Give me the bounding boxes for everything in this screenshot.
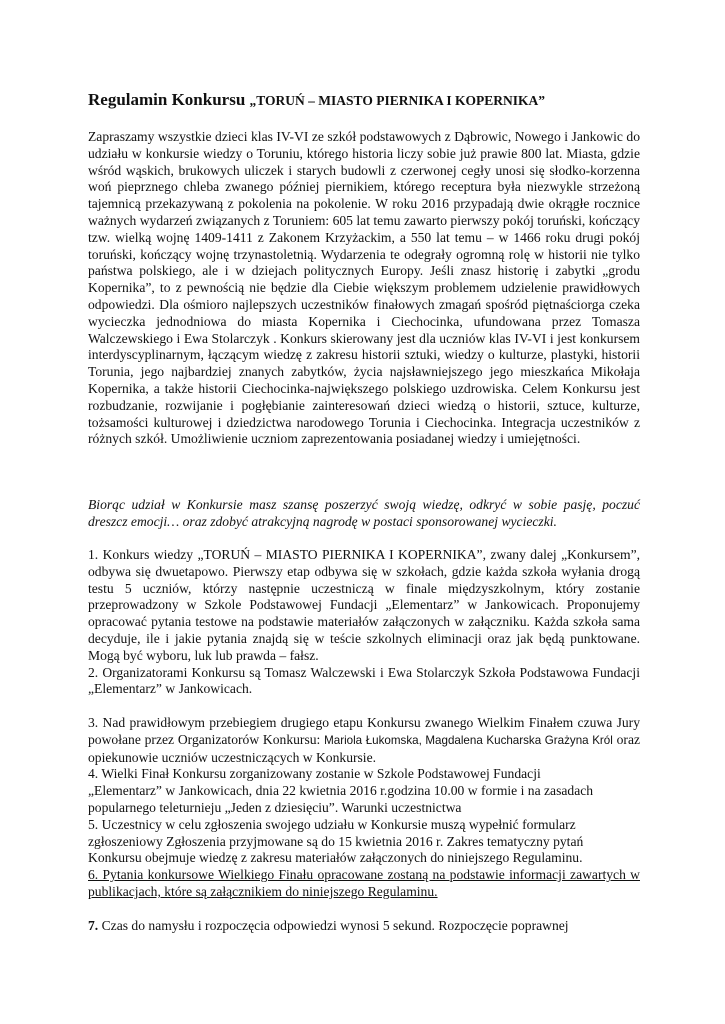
rule-6: 6. Pytania konkursowe Wielkiego Finału opracowane zostaną na podstawie informacji zawartych w publikacjach, które są załącznikiem do niniejszego Regulaminu. — [88, 867, 640, 899]
title-main: Regulamin Konkursu — [88, 90, 250, 109]
rules-list — [88, 547, 640, 934]
italic-invitation: Biorąc udział w Konkursie masz szansę poszerzyć swoją wiedzę, odkryć w sobie pasję, poczuć dreszcz emocji… oraz zdobyć atrakcyjną nagrodę w postaci sponsorowanej wycieczki. — [88, 497, 640, 529]
title-contest-name: „TORUŃ – MIASTO PIERNIKA I KOPERNIKA” — [249, 93, 545, 108]
rule-3-jury: Mariola Łukomska, Magdalena Kucharska Grażyna Król — [324, 733, 613, 747]
rule-3-text: 3. Nad prawidłowym przebiegiem drugiego etapu Konkursu zwanego Wielkim Finałem czuwa Jury powołane przez Organizatorów Konkursu: — [88, 714, 640, 747]
rule-5 — [88, 817, 640, 867]
rule-5-line-1: 5. Uczestnicy w celu zgłoszenia swojego udziału w Konkursie muszą wypełnić formularz — [88, 816, 576, 832]
rule-4-line-3: popularnego teleturnieju „Jeden z dziesięciu”. Warunki uczestnictwa — [88, 799, 462, 815]
rule-7-number: 7. — [88, 917, 99, 933]
rule-3-text-end: oraz opiekunowie uczniów uczestniczących w Konkursie. — [88, 731, 641, 765]
rule-1: 1. Konkurs wiedzy „TORUŃ – MIASTO PIERNIKA I KOPERNIKA”, zwany dalej „Konkursem”, odbywa się dwuetapowo. Pierwszy etap odbywa się w szkołach, gdzie każda szkoła wyłania drogą testu 5 uczniów, którzy następnie uczestniczą w finale międzyszkolnym, który zostanie przeprowadzony w Szkole Podstawowej Fundacji „Elementarz” w Jankowicach. Proponujemy opracować pytania testowe na podstawie materiałów załączonych w załączniku. Każda szkoła sama decyduje, ile i jakie pytania znajdą się w teście szkolnych eliminacji oraz jak będą punktowane. Mogą być wyboru, luk lub prawda – fałsz. — [88, 547, 640, 663]
intro-paragraph: Zapraszamy wszystkie dzieci klas IV-VI ze szkół podstawowych z Dąbrowic, Nowego i Jankowic do udziału w konkursie wiedzy o Toruniu, którego historia liczy sobie już prawie 800 lat. Miasta, gdzie wśród wąskich, brukowych uliczek i starych budowli z czerwonej cegły unosi się słodko-korzenna woń pieprznego chleba zwanego później piernikiem, którego receptura była niezwykle strzeżoną tajemnicą przekazywaną z pokolenia na pokolenie. W roku 2016 przypadają dwie okrągłe rocznice ważnych wydarzeń związanych z Toruniem: 605 lat temu zawarto pierwszy pokój toruński, kończący tzw. wielką wojnę 1409-1411 z Zakonem Krzyżackim, a 550 lat temu – w 1466 roku drugi pokój toruński, kończący wojnę trzynastoletnią. Wydarzenia te odegrały ogromną rolę w historii nie tylko państwa polskiego, ale i w dziejach politycznych Europy. Jeśli znasz historię i zabytki „grodu Kopernika”, to z pewnością nie będzie dla Ciebie większym problemem udzielenie prawidłowych odpowiedzi. Dla ośmioro najlepszych uczestników finałowych zmagań spośród piętnaściorga czeka wycieczka jednodniowa do miasta Kopernika i Ciechocinka, ufundowana przez Tomasza Walczewskiego i Ewa Stolarczyk . Konkurs skierowany jest dla uczniów klas IV-VI i jest konkursem interdyscyplinarnym, łączącym wiedzę z zakresu historii sztuki, wiedzy o kulturze, plastyki, historii Torunia, jego najbardziej znanych zabytków, życia najsławniejszego jego mieszkańca Mikołaja Kopernika, a także historii Ciechocinka-największego polskiego uzdrowiska. Celem Konkursu jest rozbudzanie, rozwijanie i pogłębianie zainteresowań dzieci wiedzą o historii, sztuce, kulturze, tożsamości kulturowej i dziedzictwa narodowego Torunia i Ciechocinka. Integracja uczestników z różnych szkół. Umożliwienie uczniom zaprezentowania posiadanej wiedzy i umiejętności. — [88, 129, 640, 447]
rule-2: 2. Organizatorami Konkursu są Tomasz Walczewski i Ewa Stolarczyk Szkoła Podstawowa Fundacji „Elementarz” w Jankowicach. — [88, 664, 640, 697]
rule-4-line-1: 4. Wielki Finał Konkursu zorganizowany zostanie w Szkole Podstawowej Fundacji — [88, 766, 541, 782]
rule-4 — [88, 766, 640, 816]
rule-4-line-2: „Elementarz” w Jankowicach, dnia 22 kwietnia 2016 r.godzina 10.00 w formie i na zasadach — [88, 783, 594, 799]
rule-3 — [88, 715, 640, 766]
rule-7-text: Czas do namysłu i rozpoczęcia odpowiedzi wynosi 5 sekund. Rozpoczęcie poprawnej — [98, 917, 569, 933]
page-title — [88, 90, 648, 110]
rule-5-line-2: zgłoszeniowy Zgłoszenia przyjmowane są do 15 kwietnia 2016 r. Zakres tematyczny pytań — [88, 833, 584, 849]
rule-7 — [88, 918, 640, 935]
rule-5-line-3: Konkursu obejmuje wiedzę z zakresu materiałów załączonych do niniejszego Regulaminu. — [88, 850, 583, 866]
